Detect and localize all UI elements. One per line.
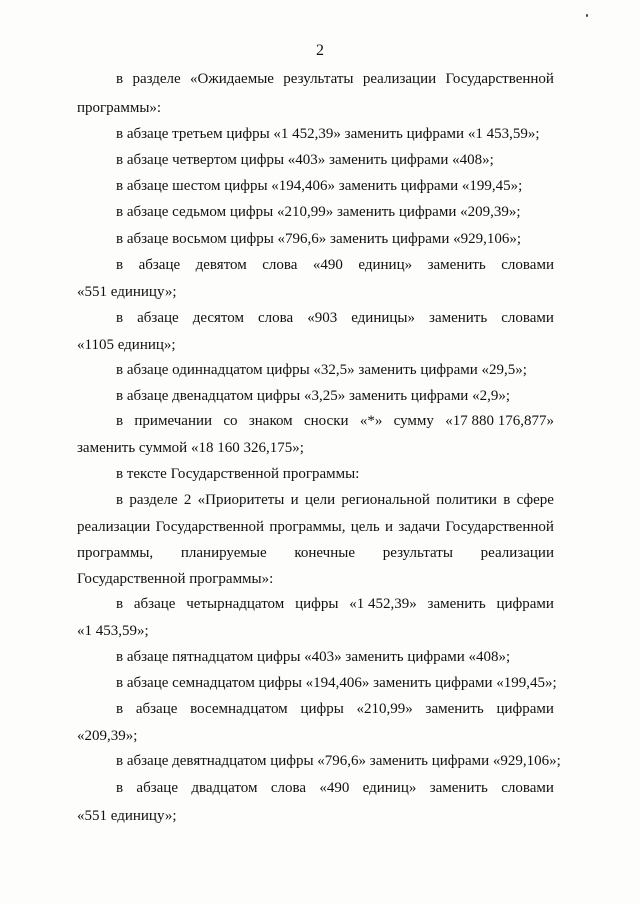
word: «490	[312, 257, 343, 273]
text-line: «209,39»;	[77, 728, 138, 744]
word: слова	[258, 310, 294, 326]
text-line: в абзаце шестом цифры «194,406» заменить цифрами «199,45»;	[116, 178, 523, 194]
word: цифрами	[496, 701, 554, 717]
word: «903	[307, 310, 338, 326]
word: цифрами	[496, 596, 554, 612]
word: цифры	[295, 596, 339, 612]
text-line: «551 единицу»;	[77, 808, 177, 824]
word: результаты	[283, 71, 354, 87]
text-line: в абзаце третьем цифры «1 452,39» заменить цифрами «1 453,59»;	[116, 126, 540, 142]
text-line	[116, 490, 554, 510]
text-line: в абзаце восьмом цифры «796,6» заменить цифрами «929,106»;	[116, 231, 522, 247]
word: политики	[436, 492, 497, 508]
word: в	[116, 780, 124, 796]
text-line: в абзаце двенадцатом цифры «3,25» заменить цифрами «2,9»;	[116, 388, 511, 404]
word: примечании	[134, 413, 213, 429]
text-line: в абзаце пятнадцатом цифры «403» заменить цифрами «408»;	[116, 649, 511, 665]
word: абзаце	[137, 310, 179, 326]
word: единиц»	[362, 780, 417, 796]
text-line: «1 453,59»;	[77, 623, 149, 639]
word: в	[116, 596, 124, 612]
word: единиц»	[358, 257, 413, 273]
text-line	[77, 517, 554, 537]
scan-speck	[586, 14, 588, 17]
word: «210,99»	[356, 701, 413, 717]
text-line	[77, 543, 554, 563]
word: реализации	[77, 519, 151, 535]
word: Государственной	[445, 519, 554, 535]
word: абзаце	[138, 257, 181, 273]
text-line: в абзаце одиннадцатом цифры «32,5» заменить цифрами «29,5»;	[116, 362, 527, 378]
word: реализации	[480, 545, 554, 561]
word: цели	[304, 492, 336, 508]
text-line: программы»:	[77, 100, 162, 116]
word: сноски	[303, 413, 349, 429]
word: планируемые	[180, 545, 267, 561]
word: сумму	[393, 413, 434, 429]
text-line	[116, 69, 554, 89]
word: восемнадцатом	[190, 701, 288, 717]
text-line: заменить суммой «18 160 326,175»;	[77, 440, 304, 456]
word: заменить	[425, 701, 484, 717]
word: Государственной	[155, 519, 265, 535]
word: «Приоритеты	[197, 492, 285, 508]
text-line: в абзаце девятнадцатом цифры «796,6» заменить цифрами «929,106»;	[116, 753, 561, 769]
word: двадцатом	[191, 780, 258, 796]
word: региональной	[341, 492, 430, 508]
word: 2	[183, 492, 192, 508]
word: Государственной	[445, 71, 554, 87]
word: и	[385, 519, 394, 535]
word: заменить	[429, 780, 488, 796]
text-line: в абзаце семнадцатом цифры «194,406» заменить цифрами «199,45»;	[116, 675, 557, 691]
word: абзаце	[133, 596, 176, 612]
word: четырнадцатом	[186, 596, 285, 612]
word: и	[290, 492, 299, 508]
word: конечные	[294, 545, 355, 561]
word: словами	[501, 780, 554, 796]
word: сфере	[516, 492, 554, 508]
word: в	[116, 701, 124, 717]
text-line: в тексте Государственной программы:	[116, 466, 360, 482]
word: слова	[262, 257, 298, 273]
text-line: «1105 единиц»;	[77, 337, 176, 353]
word: программы,	[77, 545, 154, 561]
word: «Ожидаемые	[190, 71, 274, 87]
text-line: Государственной программы»:	[77, 571, 274, 587]
word: разделе	[132, 71, 181, 87]
text-line: в абзаце четвертом цифры «403» заменить цифрами «408»;	[116, 152, 494, 168]
word: в	[116, 71, 124, 87]
word: в	[116, 492, 124, 508]
word: десятом	[192, 310, 244, 326]
word: заменить	[427, 596, 486, 612]
word: со	[223, 413, 238, 429]
word: цифры	[300, 701, 344, 717]
word: цель	[350, 519, 380, 535]
word: разделе	[129, 492, 178, 508]
word: девятом	[195, 257, 247, 273]
text-line	[116, 255, 554, 275]
word: программы,	[269, 519, 346, 535]
word: в	[116, 310, 124, 326]
text-line	[116, 699, 554, 719]
word: слова	[270, 780, 306, 796]
word: «*»	[359, 413, 383, 429]
word: знаком	[248, 413, 293, 429]
page-number: 2	[316, 42, 324, 59]
word: заменить	[429, 310, 488, 326]
word: в	[116, 257, 124, 273]
word: абзаце	[135, 701, 178, 717]
word: в	[503, 492, 511, 508]
text-line	[116, 778, 554, 798]
word: «490	[319, 780, 350, 796]
word: заменить	[427, 257, 486, 273]
word: абзаце	[136, 780, 178, 796]
text-line	[116, 594, 554, 614]
text-line	[116, 411, 554, 431]
word: «17 880 176,877»	[445, 413, 554, 429]
word: словами	[501, 257, 554, 273]
text-line	[116, 308, 554, 328]
word: «1 452,39»	[349, 596, 417, 612]
word: словами	[501, 310, 554, 326]
word: реализации	[362, 71, 437, 87]
word: задачи	[398, 519, 441, 535]
word: в	[116, 413, 124, 429]
word: единицы»	[351, 310, 415, 326]
text-line: «551 единицу»;	[77, 284, 177, 300]
word: результаты	[382, 545, 453, 561]
text-line: в абзаце седьмом цифры «210,99» заменить цифрами «209,39»;	[116, 204, 521, 220]
